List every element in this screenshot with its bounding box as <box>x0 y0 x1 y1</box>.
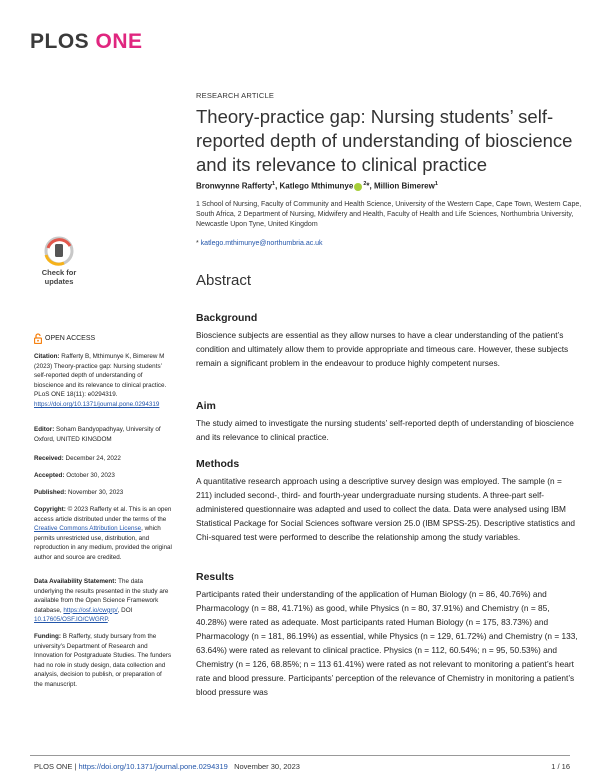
background-text: Bioscience subjects are essential as they allow nurses to have a clear understanding of the patient’s condition and ultimately allow them to provide appropriate and timeous care. However, these subjects remain a significant problem in the endeavour to produce highly competent nurses. <box>196 330 569 368</box>
footer-doi-link[interactable]: https://doi.org/10.1371/journal.pone.0294319 <box>78 762 228 771</box>
aim-text: The study aimed to investigate the nursing students’ self-reported depth of understanding of bioscience and its relevance to clinical practice. <box>196 418 574 442</box>
citation-block: Citation: Rafferty B, Mthimunye K, Bimerew M (2023) Theory-practice gap: Nursing students’ self-reported depth of understanding of bioscience and its relevance to clinical practice. PLoS ONE 18(11): e0294319. https://doi.org/10.1371/journal.pone.0294319 <box>34 353 167 408</box>
author-name[interactable]: Bronwynne Rafferty <box>196 181 273 191</box>
footer-divider <box>30 755 570 756</box>
data-availability-block: Data Availability Statement: The data underlying the results presented in the study are available from the Open Science Framework database, https://osf.io/cwgrp/, DOI 10.17605/OSF.IO/CWGRP. <box>34 578 169 624</box>
page-number: 1 / 16 <box>551 762 570 771</box>
author-list: Bronwynne Rafferty$^1$, Katlego Mthimunye $^2$*, Million Bimerew$^1$ <box>196 181 438 191</box>
article-type: RESEARCH ARTICLE <box>196 91 275 100</box>
methods-heading: Methods <box>196 458 240 470</box>
accepted-date: Accepted: October 30, 2023 <box>34 472 115 479</box>
funding-block: Funding: B Rafferty, study bursary from the university’s Department of Research and Innovation for Postgraduate Studies. The funders had no role in study design, data collection and analysis, decision to publish, or preparation of the manuscript. <box>34 633 172 688</box>
aim-heading: Aim <box>196 400 216 412</box>
orcid-icon[interactable] <box>354 183 362 191</box>
citation-doi-link[interactable]: https://doi.org/10.1371/journal.pone.0294319 <box>34 400 160 408</box>
corresponding-email: * katlego.mthimunye@northumbria.ac.uk <box>196 240 323 247</box>
unlock-icon <box>34 333 42 344</box>
cc-license-link[interactable]: Creative Commons Attribution License <box>34 525 142 533</box>
author-name[interactable]: Million Bimerew <box>373 181 435 191</box>
check-updates-icon <box>34 236 84 270</box>
osf-link[interactable]: https://osf.io/cwgrp/ <box>63 606 118 614</box>
open-access-label: OPEN ACCESS <box>34 333 95 344</box>
affiliations: 1 School of Nursing, Faculty of Community and Health Science, University of the Western Cape, Cape Town, Western Cape, South Africa, 2 Department of Nursing, Midwifery and Health, Faculty of Health and Life Sciences, Northumbria University, Newcastle Upon Tyne, United Kingdom <box>196 201 582 228</box>
journal-logo[interactable]: PLOS ONE <box>30 30 143 53</box>
editor-block: Editor: Soham Bandyopadhyay, University of Oxford, UNITED KINGDOM <box>34 426 161 443</box>
author-name[interactable]: Katlego Mthimunye <box>279 181 354 191</box>
abstract-heading: Abstract <box>196 272 252 289</box>
footer: PLOS ONE | https://doi.org/10.1371/journal.pone.0294319 November 30, 2023 <box>34 762 300 771</box>
copyright-block: Copyright: © 2023 Rafferty et al. This is an open access article distributed under the terms of the Creative Commons Attribution License, which permits unrestricted use, distribution, and reproduction in any medium, provided the original author and source are credited. <box>34 506 172 561</box>
methods-text: A quantitative research approach using a descriptive survey design was employed. The sample (n = 211) included second-, third- and fourth-year undergraduate nursing students. A three-part self-administered questionnaire was adapted and used to collect the data. Data were analysed using IBM Statistical Package for Social Sciences software version 25.0 (IBM SPSS-25). Descriptive statistics and Chi-squared test were performed to describe the relationship among the study variables. <box>196 476 576 542</box>
results-heading: Results <box>196 571 234 583</box>
email-link[interactable]: katlego.mthimunye@northumbria.ac.uk <box>200 240 323 247</box>
footer-date: November 30, 2023 <box>234 762 300 771</box>
check-for-updates-badge[interactable]: Check for updates <box>34 236 84 292</box>
received-date: Received: December 24, 2022 <box>34 455 121 462</box>
osf-doi-link[interactable]: 10.17605/OSF.IO/CWGRP <box>34 616 108 624</box>
background-heading: Background <box>196 312 258 324</box>
published-date: Published: November 30, 2023 <box>34 489 124 496</box>
footer-journal: PLOS ONE <box>34 762 73 771</box>
results-text: Participants rated their understanding of the application of Human Biology (n = 86, 40.76%) and Pharmacology (n = 88, 41.71%) as good, while Physics (n = 80, 37.91%) and Chemistry (n = 85, 40.28%) were rated as adequate. Most participants rated Human Biology (n = 175, 83.73%) and Pharmacology (n = 181, 86.19%) as essential, while Physics (n = 129, 61.72%) and Chemistry (n = 133, 63.64%) were rated as relevant to clinical practice. Physics (n = 112, 60.54%; n = 95, 50.53%) and Chemistry (n = 126, 68.85%; n = 113 61.41%) were rated as not relevant to monitoring a patient’s heart rate and blood pressure. Participants’ perception of the relevance of Chemistry in monitoring a patient’s blood pressure was <box>196 589 578 697</box>
article-title: Theory-practice gap: Nursing students’ self-reported depth of understanding of bioscience and its relevance to clinical practice <box>196 106 573 175</box>
